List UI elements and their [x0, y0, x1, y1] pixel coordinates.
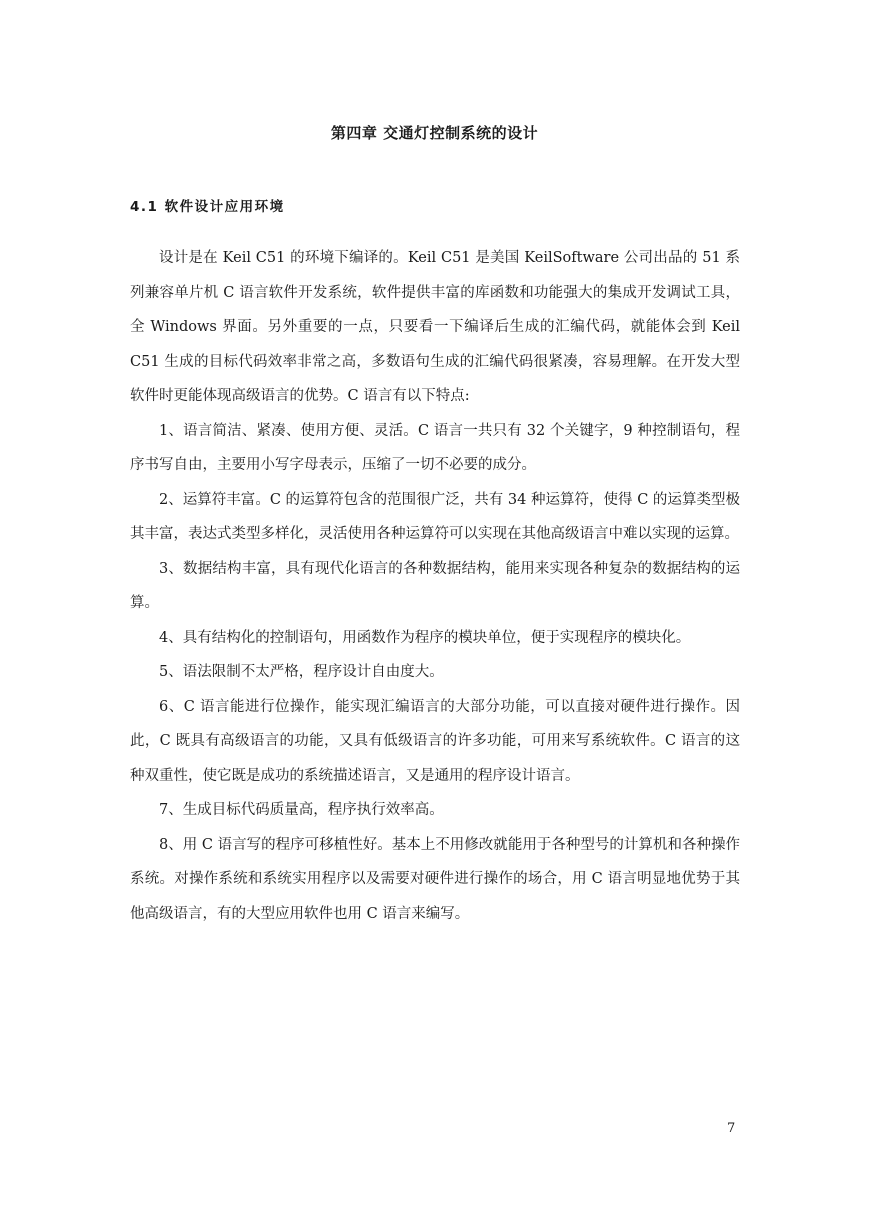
feature-paragraph-5: 5、语法限制不太严格，程序设计自由度大。: [159, 664, 444, 680]
feature-paragraph-6: 6、C 语言能进行位操作，能实现汇编语言的大部分功能，可以直接对硬件进行操作。因此，C 既具有高级语言的功能，又具有低级语言的许多功能，可用来写系统软件。C 语言的这种双重性，使它既是成功的系统描述语言，又是通用的程序设计语言。: [130, 698, 740, 784]
body-text: [130, 241, 740, 931]
feature-paragraph-4: 4、具有结构化的控制语句，用函数作为程序的模块单位，便于实现程序的模块化。: [159, 629, 691, 646]
chapter-title: 第四章 交通灯控制系统的设计: [330, 124, 539, 142]
feature-paragraph-2: 2、运算符丰富。C 的运算符包含的范围很广泛，共有 34 种运算符，使得 C 的运算类型极其丰富，表达式类型多样化，灵活使用各种运算符可以实现在其他高级语言中难以实现的运算。: [130, 491, 740, 542]
intro-paragraph: 设计是在 Keil C51 的环境下编译的。Keil C51 是美国 KeilSoftware 公司出品的 51 系列兼容单片机 C 语言软件开发系统，软件提供丰富的库函数和功能强大的集成开发调试工具，全 Windows 界面。另外重要的一点，只要看一下编译后生成的汇编代码，就能体会到 Keil C51 生成的目标代码效率非常之高，多数语句生成的汇编代码很紧凑，容易理解。在开发大型软件时更能体现高级语言的优势。C 语言有以下特点:: [130, 250, 740, 404]
feature-paragraph-3: 3、数据结构丰富，具有现代化语言的各种数据结构，能用来实现各种复杂的数据结构的运算。: [130, 560, 740, 611]
feature-paragraph-1: 1、语言简洁、紧凑、使用方便、灵活。C 语言一共只有 32 个关键字，9 种控制语句，程序书写自由，主要用小写字母表示，压缩了一切不必要的成分。: [130, 422, 740, 473]
feature-paragraph-8: 8、用 C 语言写的程序可移植性好。基本上不用修改就能用于各种型号的计算机和各种操作系统。对操作系统和系统实用程序以及需要对硬件进行操作的场合，用 C 语言明显地优势于其他高级语言，有的大型应用软件也用 C 语言来编写。: [130, 836, 740, 922]
feature-paragraph-7: 7、生成目标代码质量高，程序执行效率高。: [159, 802, 444, 818]
section-heading: 4.1 软件设计应用环境: [130, 199, 285, 215]
page-number: 7: [727, 1121, 736, 1136]
